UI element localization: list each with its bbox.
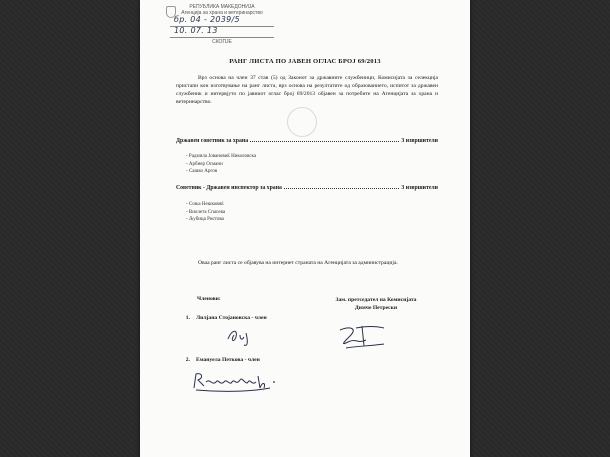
signature-deputy [336,322,388,352]
faint-seal [287,107,317,137]
list-item: - Виолета Спасева [186,209,226,215]
signature-member-1 [224,325,264,347]
member-2: 2. Емануела Петкова - член [185,357,260,363]
list-item: - Сашко Аргов [186,169,218,174]
section-count: 3 извршители [401,185,438,191]
document-title: РАНГ ЛИСТА ПО ЈАВЕН ОГЛАС БРОЈ 69/2013 [229,58,381,65]
members-label: Членови: [197,296,221,302]
stamp-agency: Агенција за храна и ветеринарство [181,10,263,16]
deputy-chair-block [312,296,440,312]
intro-paragraph: Врз основа на член 37 став (5) од Законот за државните службеници, Комисијата за селекција пристапи кон изготвување на ранг листа, врз основа на резултатите од образованието, испитот за државен службеник и интервјуто по јавниот оглас број 69/2013 објавен за потребите на Агенцијата за храна и ветеринарство. [176,75,438,105]
section1-names [186,153,386,176]
signature-member-2 [190,370,278,394]
member-1: 1. Лилјана Стојановска - член [185,315,267,321]
stamp-date: 10. 07. 13 [174,26,218,35]
deputy-name: Димче Петрески [354,305,398,311]
deputy-title: Зам. претседател на Комисијата [335,297,417,303]
stamp-number: бр. 04 - 2039/5 [174,15,240,24]
section-head-food-inspector [176,185,438,191]
document-page [140,0,470,457]
section2-names [186,201,386,224]
stamp-country: РЕПУБЛИКА МАКЕДОНИЈА [189,4,255,10]
stamp-city: СКОПЈЕ [212,39,232,45]
list-item: - Радмила Јовановиќ Николовска [186,154,257,159]
section-head-food-advisor [176,138,438,144]
list-item: - Арбнер Османи [186,161,223,167]
section-label: Државен советник за храна [176,138,249,144]
registration-stamp [166,4,278,54]
closing-paragraph: Оваа ранг листа се објавува на интернет страната на Агенцијата за администрација. [198,260,398,266]
section-count: 3 извршители [401,138,438,144]
list-item: - Соња Нешковиќ [186,202,224,207]
section-label: Советник - Државен инспектор за храна [176,185,282,191]
list-item: - Љубица Ристова [186,217,224,222]
